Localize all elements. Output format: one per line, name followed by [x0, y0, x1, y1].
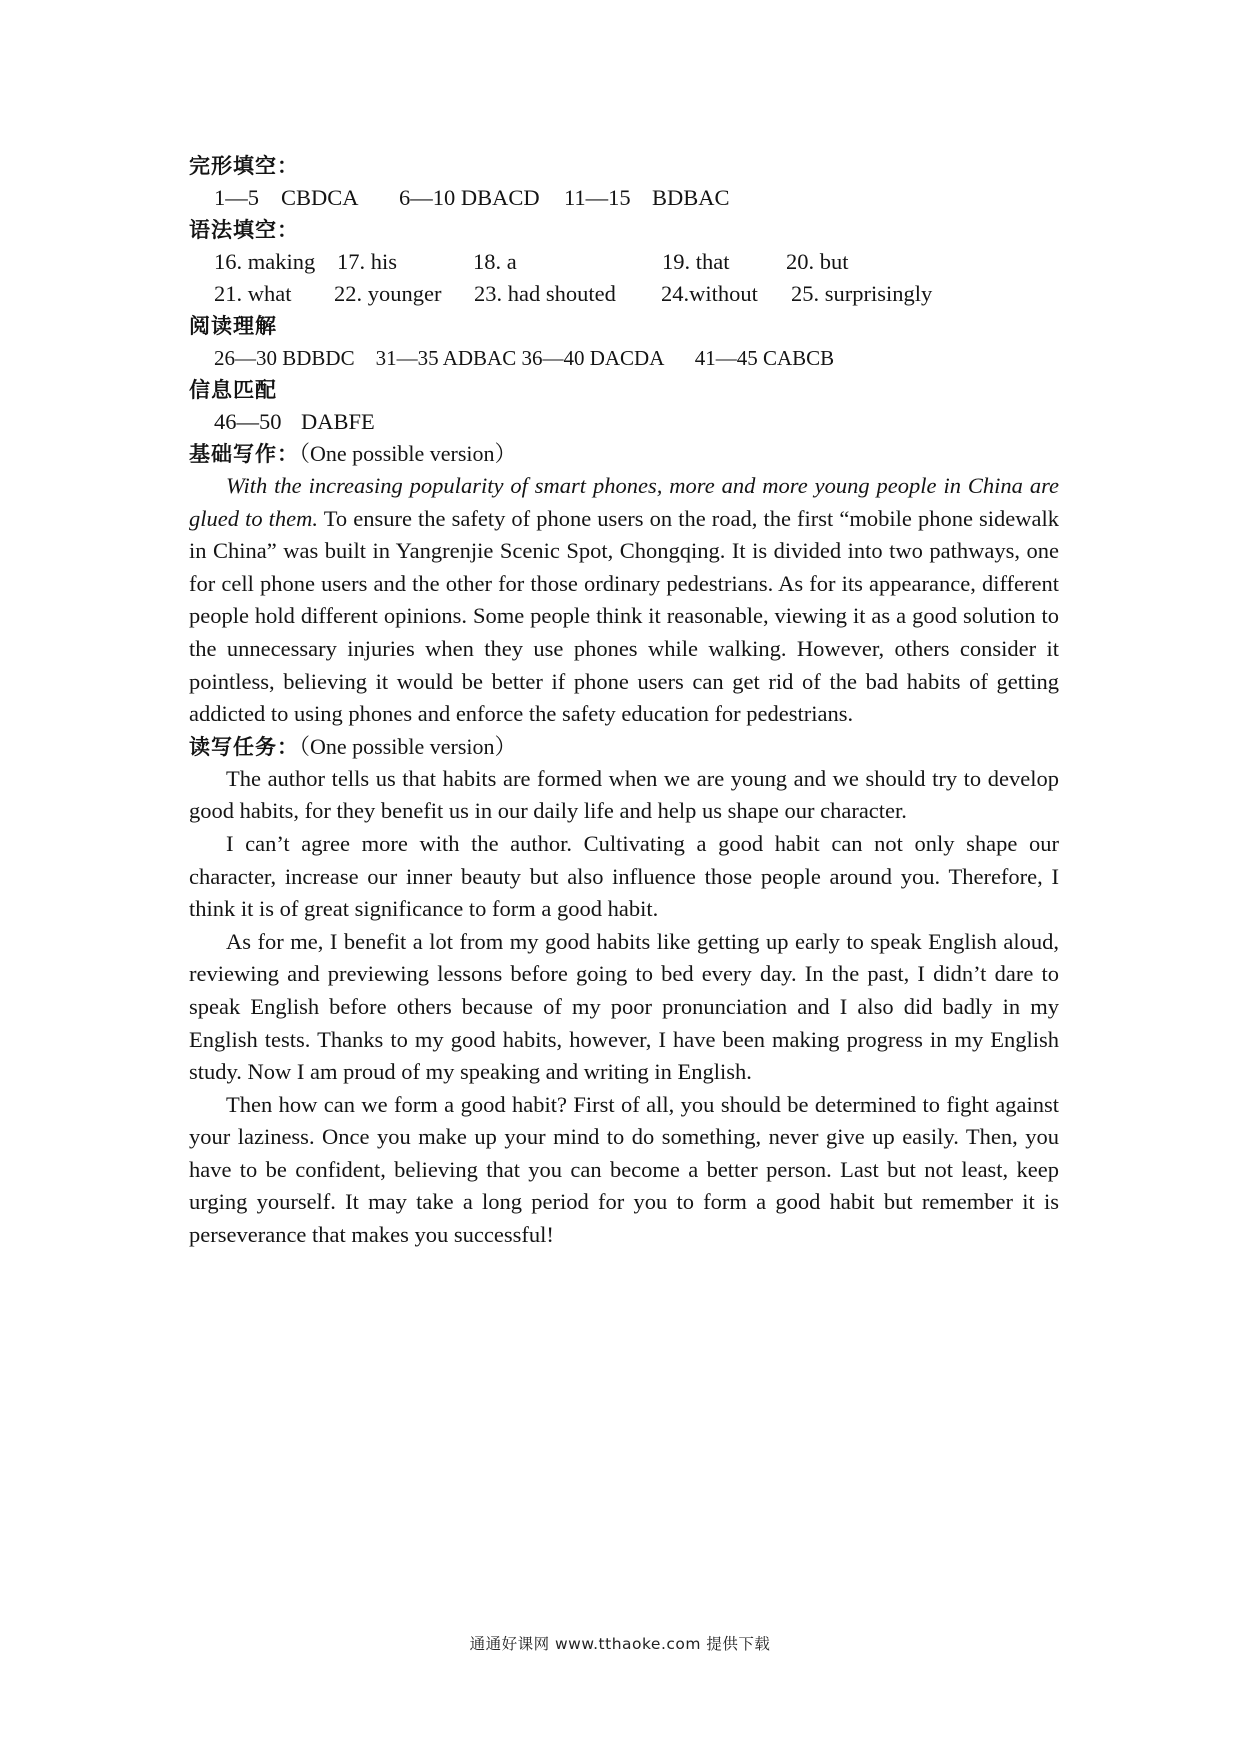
- basic-writing-note: （One possible version）: [299, 441, 517, 466]
- cloze-answers-row: [189, 182, 1059, 214]
- cloze-heading: 完形填空：: [189, 154, 299, 178]
- basic-writing-heading: [189, 438, 1059, 470]
- answer-key-page: [189, 150, 1059, 1252]
- reading-writing-note: （One possible version）: [299, 733, 517, 759]
- reading-answers-row: [189, 342, 1059, 374]
- basic-writing-body: To ensure the safety of phone users on the road, the first “mobile phone sidewalk in China” was built in Yangrenjie Scenic Spot, Chongqing. It is divided into two pathways, one for cell phone users and the other for those ordinary pedestrians. As for its appearance, different people hold different opinions. Some people think it reasonable, viewing it as a good solution to the unnecessary injuries when they use phones while walking. However, others consider it pointless, believing it would be better if phone users can get rid of the bad habits of getting addicted to using phones and enforce the safety education for pedestrians.: [189, 505, 1060, 727]
- cloze-answer-1: CBDCA: [281, 185, 359, 210]
- matching-answer: DABFE: [301, 409, 375, 434]
- grammar-answer: 16. making: [214, 249, 316, 274]
- basic-writing-italic-intro: With the increasing popularity of smart phones, more and more young people in China are glued to them.: [189, 473, 1059, 531]
- essay-paragraph-3: As for me, I benefit a lot from my good habits like getting up early to speak English aloud, reviewing and previewing lessons before going to bed every day. In the past, I didn’t dare to speak English before others because of my poor pronunciation and I also did badly in my English tests. Thanks to my good habits, however, I have been making progress in my English study. Now I am proud of my speaking and writing in English.: [189, 928, 1059, 1085]
- grammar-answer: 25. surprisingly: [791, 281, 933, 306]
- grammar-answer: 23. had shouted: [474, 281, 616, 306]
- basic-writing-title: 基础写作：: [189, 442, 299, 466]
- matching-heading: 信息匹配: [189, 378, 277, 402]
- cloze-range-1: 1—5: [214, 185, 259, 210]
- essay-paragraph-1: The author tells us that habits are formed when we are young and we should try to develop good habits, for they benefit us in our daily life and help us shape our character.: [189, 765, 1059, 824]
- matching-answers-row: [189, 406, 1059, 438]
- grammar-answer: 18. a: [473, 249, 517, 274]
- grammar-answer: 20. but: [786, 249, 849, 274]
- grammar-answer: 22. younger: [334, 281, 442, 306]
- grammar-answer: 24.without: [661, 281, 758, 306]
- cloze-answer-3: BDBAC: [652, 185, 730, 210]
- grammar-answer: 17. his: [337, 249, 398, 274]
- cloze-range-3: 11—15: [564, 185, 631, 210]
- grammar-heading: 语法填空：: [189, 218, 299, 242]
- grammar-answers-row-1: [189, 246, 1059, 278]
- reading-writing-title: 读写任务：: [189, 734, 299, 759]
- grammar-answer: 21. what: [214, 281, 292, 306]
- grammar-answers-row-2: [189, 278, 1059, 310]
- grammar-answer: 19. that: [662, 249, 730, 274]
- page-footer: 通通好课网 www.tthaoke.com 提供下载: [469, 1635, 771, 1653]
- reading-heading: 阅读理解: [189, 314, 277, 338]
- essay-paragraph-2: I can’t agree more with the author. Cultivating a good habit can not only shape our character, increase our inner beauty but also influence those people around you. Therefore, I think it is of great significance to form a good habit.: [189, 830, 1059, 922]
- matching-range: 46—50: [214, 409, 282, 434]
- cloze-answer-2: 6—10 DBACD: [399, 185, 540, 210]
- reading-answers: 26—30 BDBDC 31—35 ADBAC 36—40 DACDA 41—45 CABCB: [214, 346, 835, 370]
- reading-writing-heading: [189, 731, 1059, 763]
- essay-paragraph-4: Then how can we form a good habit? First of all, you should be determined to fight against your laziness. Once you make up your mind to do something, never give up easily. Then, you have to be confident, believing that you can become a better person. Last but not least, keep urging yourself. It may take a long period for you to form a good habit but remember it is perseverance that makes you successful!: [189, 1091, 1059, 1248]
- basic-writing-paragraph: [189, 470, 1059, 731]
